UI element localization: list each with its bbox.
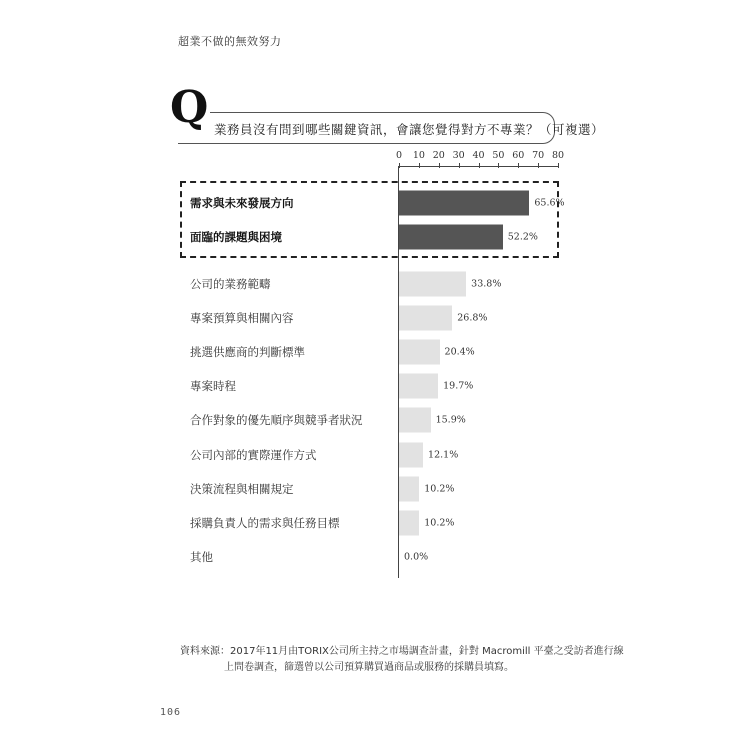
value-label: 15.9% xyxy=(435,414,466,426)
x-tick-label: 40 xyxy=(472,150,485,161)
value-label: 65.6% xyxy=(534,197,565,209)
category-label: 其他 xyxy=(190,550,213,564)
category-label: 合作對象的優先順序與競爭者狀況 xyxy=(190,413,363,427)
question-text: 業務員沒有問到哪些關鍵資訊，會讓您覺得對方不專業？（可複選） xyxy=(214,122,605,137)
value-label: 20.4% xyxy=(444,346,475,358)
value-label: 26.8% xyxy=(457,312,488,324)
x-axis-line xyxy=(398,166,559,167)
category-label: 需求與未來發展方向 xyxy=(190,196,294,210)
bar xyxy=(399,306,452,331)
bar xyxy=(399,191,529,216)
bar xyxy=(399,272,466,297)
category-label: 公司的業務範疇 xyxy=(190,277,271,291)
category-label: 採購負責人的需求與任務目標 xyxy=(190,516,340,530)
value-label: 33.8% xyxy=(471,278,502,290)
value-label: 19.7% xyxy=(443,380,474,392)
source-line-2: 上問卷調查，篩選曾以公司預算購買過商品或服務的採購員填寫。 xyxy=(224,662,514,673)
value-label: 10.2% xyxy=(424,517,455,529)
value-label: 52.2% xyxy=(507,231,538,243)
x-tick-label: 30 xyxy=(452,150,465,161)
value-label: 12.1% xyxy=(428,449,459,461)
bar xyxy=(399,511,419,536)
category-label: 面臨的課題與困境 xyxy=(190,230,282,244)
value-label: 10.2% xyxy=(424,483,455,495)
bar xyxy=(399,374,438,399)
x-tick-label: 70 xyxy=(532,150,545,161)
bar xyxy=(399,443,423,468)
question-letter: Q xyxy=(170,82,209,133)
x-tick-label: 20 xyxy=(432,150,445,161)
page-number: 106 xyxy=(160,707,182,718)
value-label: 0.0% xyxy=(404,551,429,563)
bar xyxy=(399,225,503,250)
bar xyxy=(399,408,431,433)
x-tick-label: 10 xyxy=(412,150,425,161)
x-tick-label: 60 xyxy=(512,150,525,161)
category-label: 決策流程與相關規定 xyxy=(190,482,294,496)
source-line-1: 資料來源：2017年11月由TORIX公司所主持之市場調查計畫，針對 Macromill 平臺之受訪者進行線 xyxy=(180,646,624,657)
category-label: 公司內部的實際運作方式 xyxy=(190,448,317,462)
category-label: 挑選供應商的判斷標準 xyxy=(190,345,305,359)
source-note xyxy=(180,644,624,676)
category-label: 專案預算與相關內容 xyxy=(190,311,294,325)
bar xyxy=(399,340,440,365)
x-tick-label: 0 xyxy=(395,150,403,161)
bar xyxy=(399,477,419,502)
x-tick-label: 80 xyxy=(551,150,565,161)
running-head: 超業不做的無效努力 xyxy=(178,35,282,48)
x-tick-label: 50 xyxy=(492,150,505,161)
category-label: 專案時程 xyxy=(190,379,236,393)
